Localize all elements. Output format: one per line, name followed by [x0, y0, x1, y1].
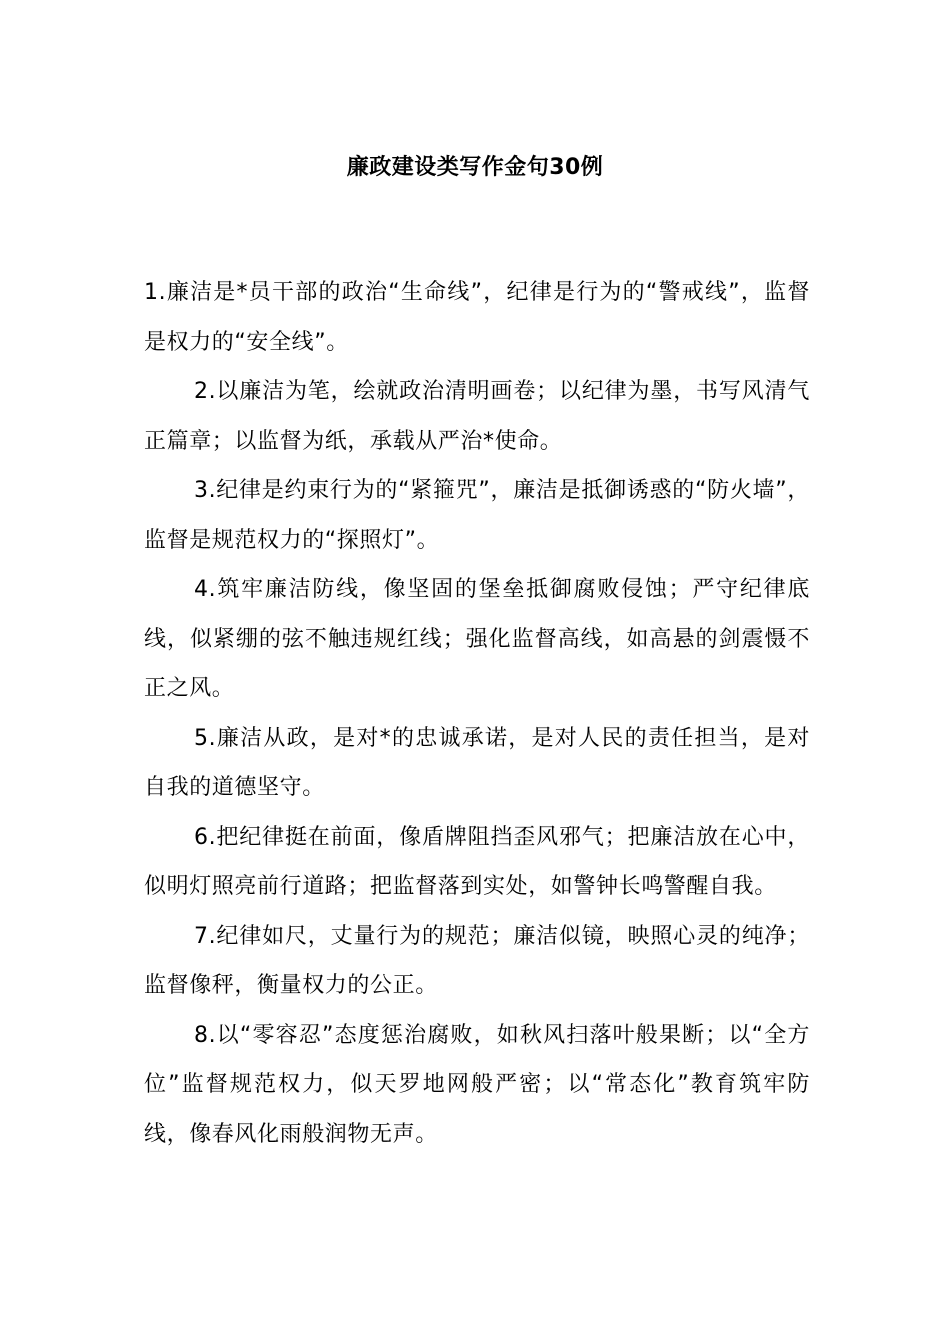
paragraph-1: 1.廉洁是*员干部的政治“生命线”，纪律是行为的“警戒线”，监督是权力的“安全线”。	[144, 280, 810, 355]
paragraph-6: 6.把纪律挺在前面，像盾牌阻挡歪风邪气；把廉洁放在心中，似明灯照亮前行道路；把监督落到实处，如警钟长鸣警醒自我。	[144, 824, 810, 899]
paragraph-8: 8.以“零容忍”态度惩治腐败，如秋风扫落叶般果断；以“全方位”监督规范权力，似天罗地网般严密；以“常态化”教育筑牢防线，像春风化雨般润物无声。	[144, 1022, 810, 1147]
paragraph-7: 7.纪律如尺，丈量行为的规范；廉洁似镜，映照心灵的纯净；监督像秤，衡量权力的公正。	[144, 923, 810, 998]
paragraph-2: 2.以廉洁为笔，绘就政治清明画卷；以纪律为墨，书写风清气正篇章；以监督为纸，承载从严治*使命。	[144, 379, 810, 454]
document-body	[144, 268, 810, 1159]
paragraph-4: 4.筑牢廉洁防线，像坚固的堡垒抵御腐败侵蚀；严守纪律底线，似紧绷的弦不触违规红线；强化监督高线，如高悬的剑震慑不正之风。	[144, 577, 810, 701]
paragraph-3: 3.纪律是约束行为的“紧箍咒”，廉洁是抵御诱惑的“防火墙”，监督是规范权力的“探照灯”。	[144, 478, 810, 553]
document-title: 廉政建设类写作金句30例	[346, 155, 604, 180]
paragraph-5: 5.廉洁从政，是对*的忠诚承诺，是对人民的责任担当，是对自我的道德坚守。	[144, 725, 810, 800]
